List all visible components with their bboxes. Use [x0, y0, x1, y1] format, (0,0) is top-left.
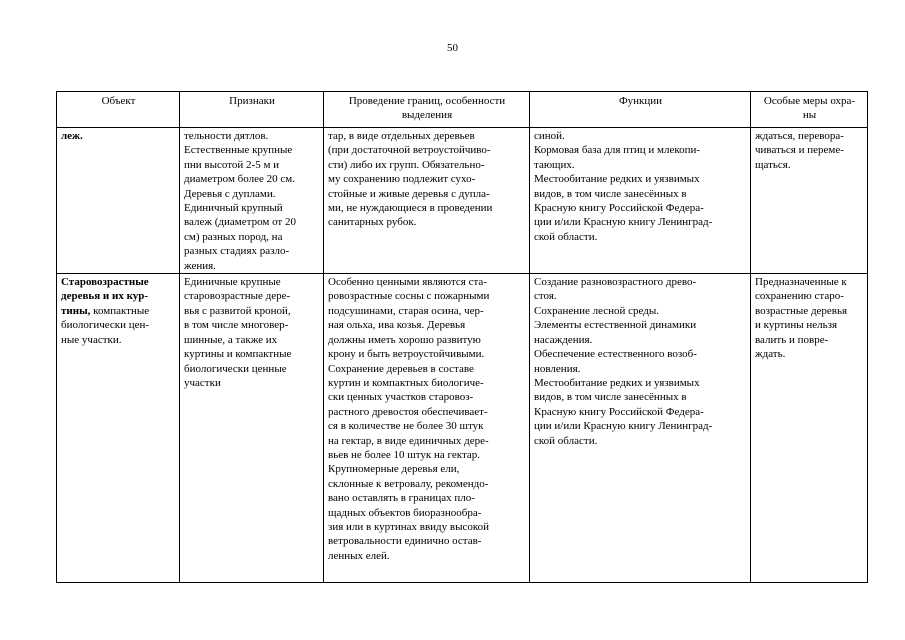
cell-line: ции и/или Красную книгу Ленинград- — [534, 216, 713, 229]
cell-line: щаться. — [755, 158, 791, 171]
cell-signs — [180, 128, 324, 274]
cell-line: биологически цен- — [61, 319, 150, 332]
cell-measures — [751, 274, 868, 583]
cell-line: Кормовая база для птиц и млекопи- — [534, 144, 701, 157]
cell-line: чиваться и переме- — [755, 144, 844, 157]
cell-line: (при достаточной ветроустойчиво- — [328, 144, 491, 157]
cell-line: Местообитание редких и уязвимых — [534, 376, 700, 389]
table-header-row — [57, 92, 868, 128]
cell-object — [57, 128, 180, 274]
cell-line: синой. — [534, 130, 565, 142]
cell-line: Деревья с дуплами. — [184, 187, 276, 200]
cell-line: сохранению старо- — [755, 290, 844, 303]
cell-line: куртин и компактных биологиче- — [328, 376, 484, 389]
cell-line: зия или в куртинах ввиду высокой — [328, 520, 490, 533]
cell-line: ции и/или Красную книгу Ленинград- — [534, 420, 713, 433]
cell-line: му сохранению подлежит сухо- — [328, 173, 476, 186]
cell-line: новления. — [534, 362, 581, 375]
cell-line: ветровальности единично остав- — [328, 535, 482, 548]
cell-line: стойные и живые деревья с дупла- — [328, 187, 490, 200]
cell-line: пни высотой 2-5 м и — [184, 158, 280, 171]
cell-boundaries — [324, 274, 530, 583]
page-number: 50 — [447, 42, 458, 54]
cell-line: см) разных пород, на — [184, 230, 283, 243]
cell-line: ся в количестве не более 30 штук — [328, 420, 484, 433]
cell-line: крону и быть ветроустойчивыми. — [328, 348, 485, 361]
cell-line: ски ценных участков старовоз- — [328, 391, 474, 404]
protection-measures-table — [56, 91, 868, 583]
cell-line: вья с развитой кроной, — [184, 304, 291, 317]
cell-line: в том числе многовер- — [184, 319, 289, 332]
cell-line: Сохранение лесной среды. — [534, 304, 660, 317]
cell-line: Единичный крупный — [184, 202, 283, 215]
cell-line: на гектар, в виде единичных дере- — [328, 434, 489, 447]
cell-line: ная ольха, ива козья. Деревья — [328, 319, 466, 332]
cell-line: возрастные деревья — [755, 304, 848, 317]
header-line: Проведение границ, особенности — [348, 95, 506, 107]
cell-line: ные участки. — [61, 333, 122, 346]
cell-line: Сохранение деревьев в составе — [328, 362, 474, 375]
cell-line: должны иметь хорошо развитую — [328, 333, 481, 346]
cell-line: ской области. — [534, 434, 598, 447]
cell-line: леж. — [61, 130, 83, 142]
cell-line: валить и повре- — [755, 333, 829, 346]
table-row — [57, 128, 868, 274]
cell-line: Элементы естественной динамики — [534, 319, 697, 332]
header-line: Объект — [101, 95, 136, 107]
cell-line: ждать. — [755, 348, 786, 361]
bold-fragment: тины, — [61, 304, 91, 317]
cell-line: ской области. — [534, 230, 598, 243]
header-line: ны — [802, 109, 817, 122]
cell-object — [57, 274, 180, 583]
cell-line: деревья и их кур- — [61, 290, 149, 303]
table-row — [57, 274, 868, 583]
cell-line: вьев не более 10 штук на гектар. — [328, 448, 481, 461]
cell-line: санитарных рубок. — [328, 216, 417, 229]
cell-line: сти) либо их групп. Обязательно- — [328, 158, 485, 171]
header-functions — [530, 92, 751, 128]
cell-line: Создание разновозрастного древо- — [534, 276, 697, 289]
cell-functions — [530, 274, 751, 583]
cell-measures — [751, 128, 868, 274]
cell-line: диаметром более 20 см. — [184, 173, 295, 186]
cell-line: ленных елей. — [328, 549, 390, 562]
cell-line: тельности дятлов. — [184, 130, 269, 142]
cell-line: Обеспечение естественного возоб- — [534, 348, 697, 361]
cell-line: тар, в виде отдельных деревьев — [328, 130, 475, 142]
cell-line: тающих. — [534, 158, 575, 171]
cell-functions — [530, 128, 751, 274]
cell-line: щадных объектов биоразнообра- — [328, 506, 482, 519]
header-line: выделения — [401, 109, 453, 122]
cell-line: насаждения. — [534, 333, 593, 346]
cell-line: биологически ценные — [184, 362, 287, 375]
cell-line: старовозрастные дере- — [184, 290, 291, 303]
cell-line: Единичные крупные — [184, 276, 281, 289]
cell-line — [61, 304, 176, 318]
cell-line: жения. — [184, 259, 216, 272]
cell-line: Местообитание редких и уязвимых — [534, 173, 700, 186]
cell-line: Старовозрастные — [61, 276, 149, 289]
header-line: Особые меры охра- — [763, 95, 856, 107]
cell-line: ждаться, перевора- — [755, 130, 844, 142]
header-boundaries — [324, 92, 530, 128]
cell-line: куртины и компактные — [184, 348, 292, 361]
cell-line: вано оставлять в границах пло- — [328, 492, 475, 505]
cell-line: Предназначенные к — [755, 276, 847, 289]
cell-line: Особенно ценными являются ста- — [328, 276, 487, 289]
cell-line: участки — [184, 376, 221, 389]
cell-line: Красную книгу Российской Федера- — [534, 202, 704, 215]
cell-line: склонные к ветровалу, рекомендо- — [328, 477, 489, 490]
normal-fragment: компактные — [90, 304, 150, 317]
cell-line: растного древостоя обеспечивает- — [328, 405, 488, 418]
header-line: Признаки — [229, 95, 275, 107]
cell-line: Естественные крупные — [184, 144, 293, 157]
cell-signs — [180, 274, 324, 583]
header-object — [57, 92, 180, 128]
cell-boundaries — [324, 128, 530, 274]
cell-line: шинные, а также их — [184, 333, 278, 346]
cell-line: разных стадиях разло- — [184, 245, 290, 258]
cell-line: ми, не нуждающиеся в проведении — [328, 202, 493, 215]
header-signs — [180, 92, 324, 128]
cell-line: видов, в том числе занесённых в — [534, 187, 687, 200]
cell-line: видов, в том числе занесённых в — [534, 391, 687, 404]
cell-line: Крупномерные деревья ели, — [328, 463, 460, 476]
cell-line: Красную книгу Российской Федера- — [534, 405, 704, 418]
header-measures — [751, 92, 868, 128]
cell-line: валеж (диаметром от 20 — [184, 216, 296, 229]
header-line: Функции — [618, 95, 663, 107]
cell-line: ровозрастные сосны с пожарными — [328, 290, 490, 303]
cell-line: подсушинами, старая осина, чер- — [328, 304, 484, 317]
cell-line: и куртины нельзя — [755, 319, 838, 332]
cell-line: стоя. — [534, 290, 557, 303]
